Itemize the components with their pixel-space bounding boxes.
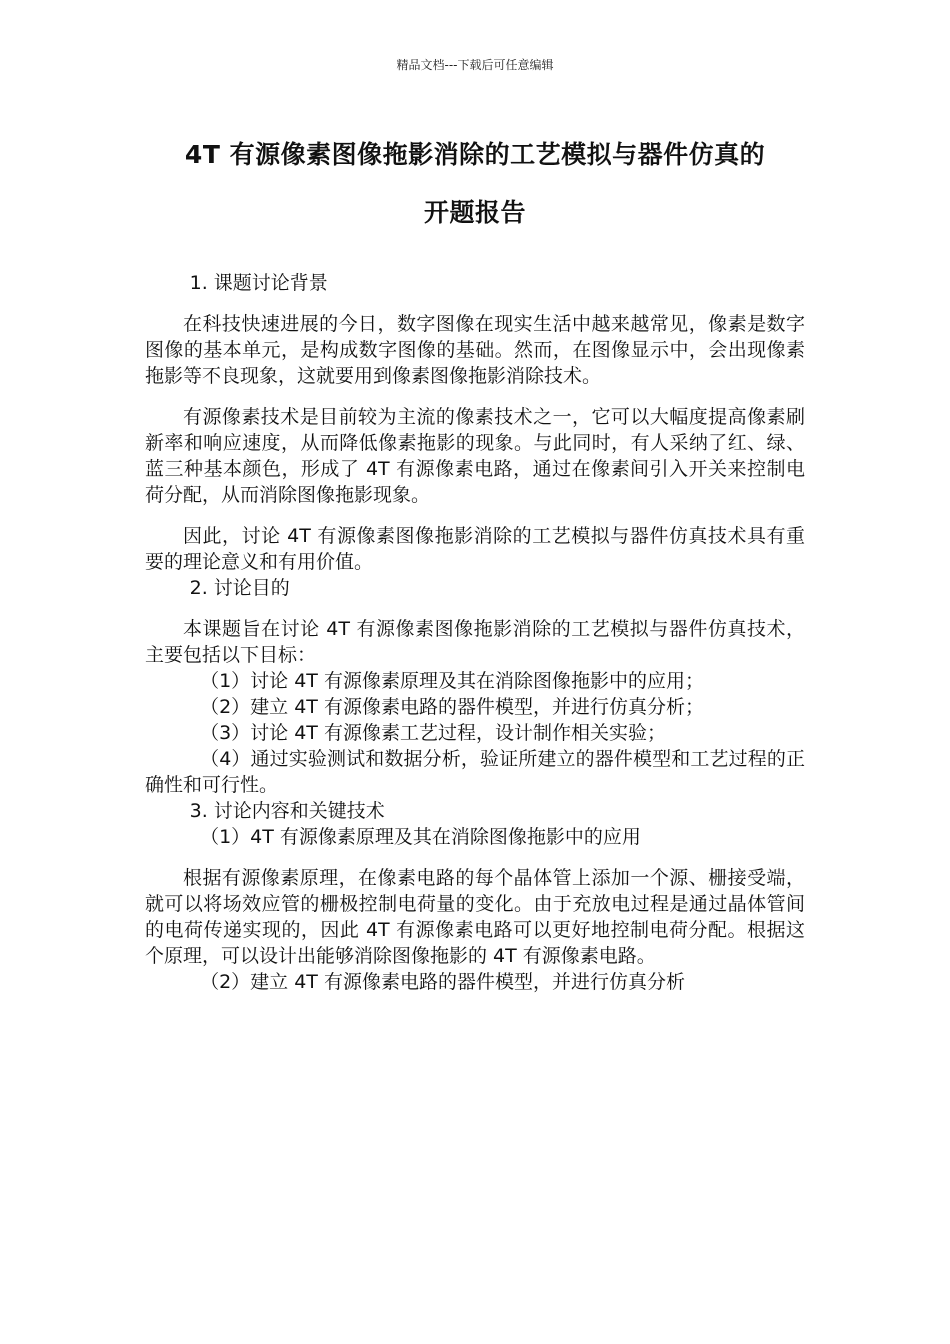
section-3-paragraph-1: 根据有源像素原理，在像素电路的每个晶体管上添加一个源、栅接受端，就可以将场效应管的栅极控制电荷量的变化。由于充放电过程是通过晶体管间的电荷传递实现的，因此 4T 有源像素电路可以更好地控制电荷分配。根据这个原理，可以设计出能够消除图像拖影的 4T 有源像素电路。 <box>145 867 805 967</box>
section-2-item-3: （3）讨论 4T 有源像素工艺过程，设计制作相关实验； <box>200 722 666 744</box>
section-3-heading: 3. 讨论内容和关键技术 <box>189 800 385 822</box>
section-3-subheading-1: （1）4T 有源像素原理及其在消除图像拖影中的应用 <box>200 826 641 848</box>
document-body <box>145 270 805 995</box>
section-2-heading: 2. 讨论目的 <box>189 577 290 599</box>
section-2-item-1: （1）讨论 4T 有源像素原理及其在消除图像拖影中的应用； <box>200 670 704 692</box>
section-1-paragraph-2: 有源像素技术是目前较为主流的像素技术之一，它可以大幅度提高像素刷新率和响应速度，从而降低像素拖影的现象。与此同时，有人采纳了红、绿、蓝三种基本颜色，形成了 4T 有源像素电路，通过在像素间引入开关来控制电荷分配，从而消除图像拖影现象。 <box>145 406 805 506</box>
section-1-paragraph-3: 因此，讨论 4T 有源像素图像拖影消除的工艺模拟与器件仿真技术具有重要的理论意义和有用价值。 <box>145 525 805 573</box>
document-title-line-1: 4T 有源像素图像拖影消除的工艺模拟与器件仿真的 <box>184 140 766 169</box>
section-3-subheading-2: （2）建立 4T 有源像素电路的器件模型，并进行仿真分析 <box>200 971 685 993</box>
section-2-item-2: （2）建立 4T 有源像素电路的器件模型，并进行仿真分析； <box>200 696 704 718</box>
section-2-item-4: （4）通过实验测试和数据分析，验证所建立的器件模型和工艺过程的正确性和可行性。 <box>145 748 805 796</box>
section-1-heading: 1. 课题讨论背景 <box>189 272 328 294</box>
section-2-paragraph-1: 本课题旨在讨论 4T 有源像素图像拖影消除的工艺模拟与器件仿真技术，主要包括以下目标： <box>145 618 805 666</box>
document-title-line-2: 开题报告 <box>423 198 526 227</box>
section-1-paragraph-1: 在科技快速进展的今日，数字图像在现实生活中越来越常见，像素是数字图像的基本单元，是构成数字图像的基础。然而，在图像显示中，会出现像素拖影等不良现象，这就要用到像素图像拖影消除技术。 <box>145 313 805 387</box>
header-note: 精品文档---下载后可任意编辑 <box>396 58 554 72</box>
